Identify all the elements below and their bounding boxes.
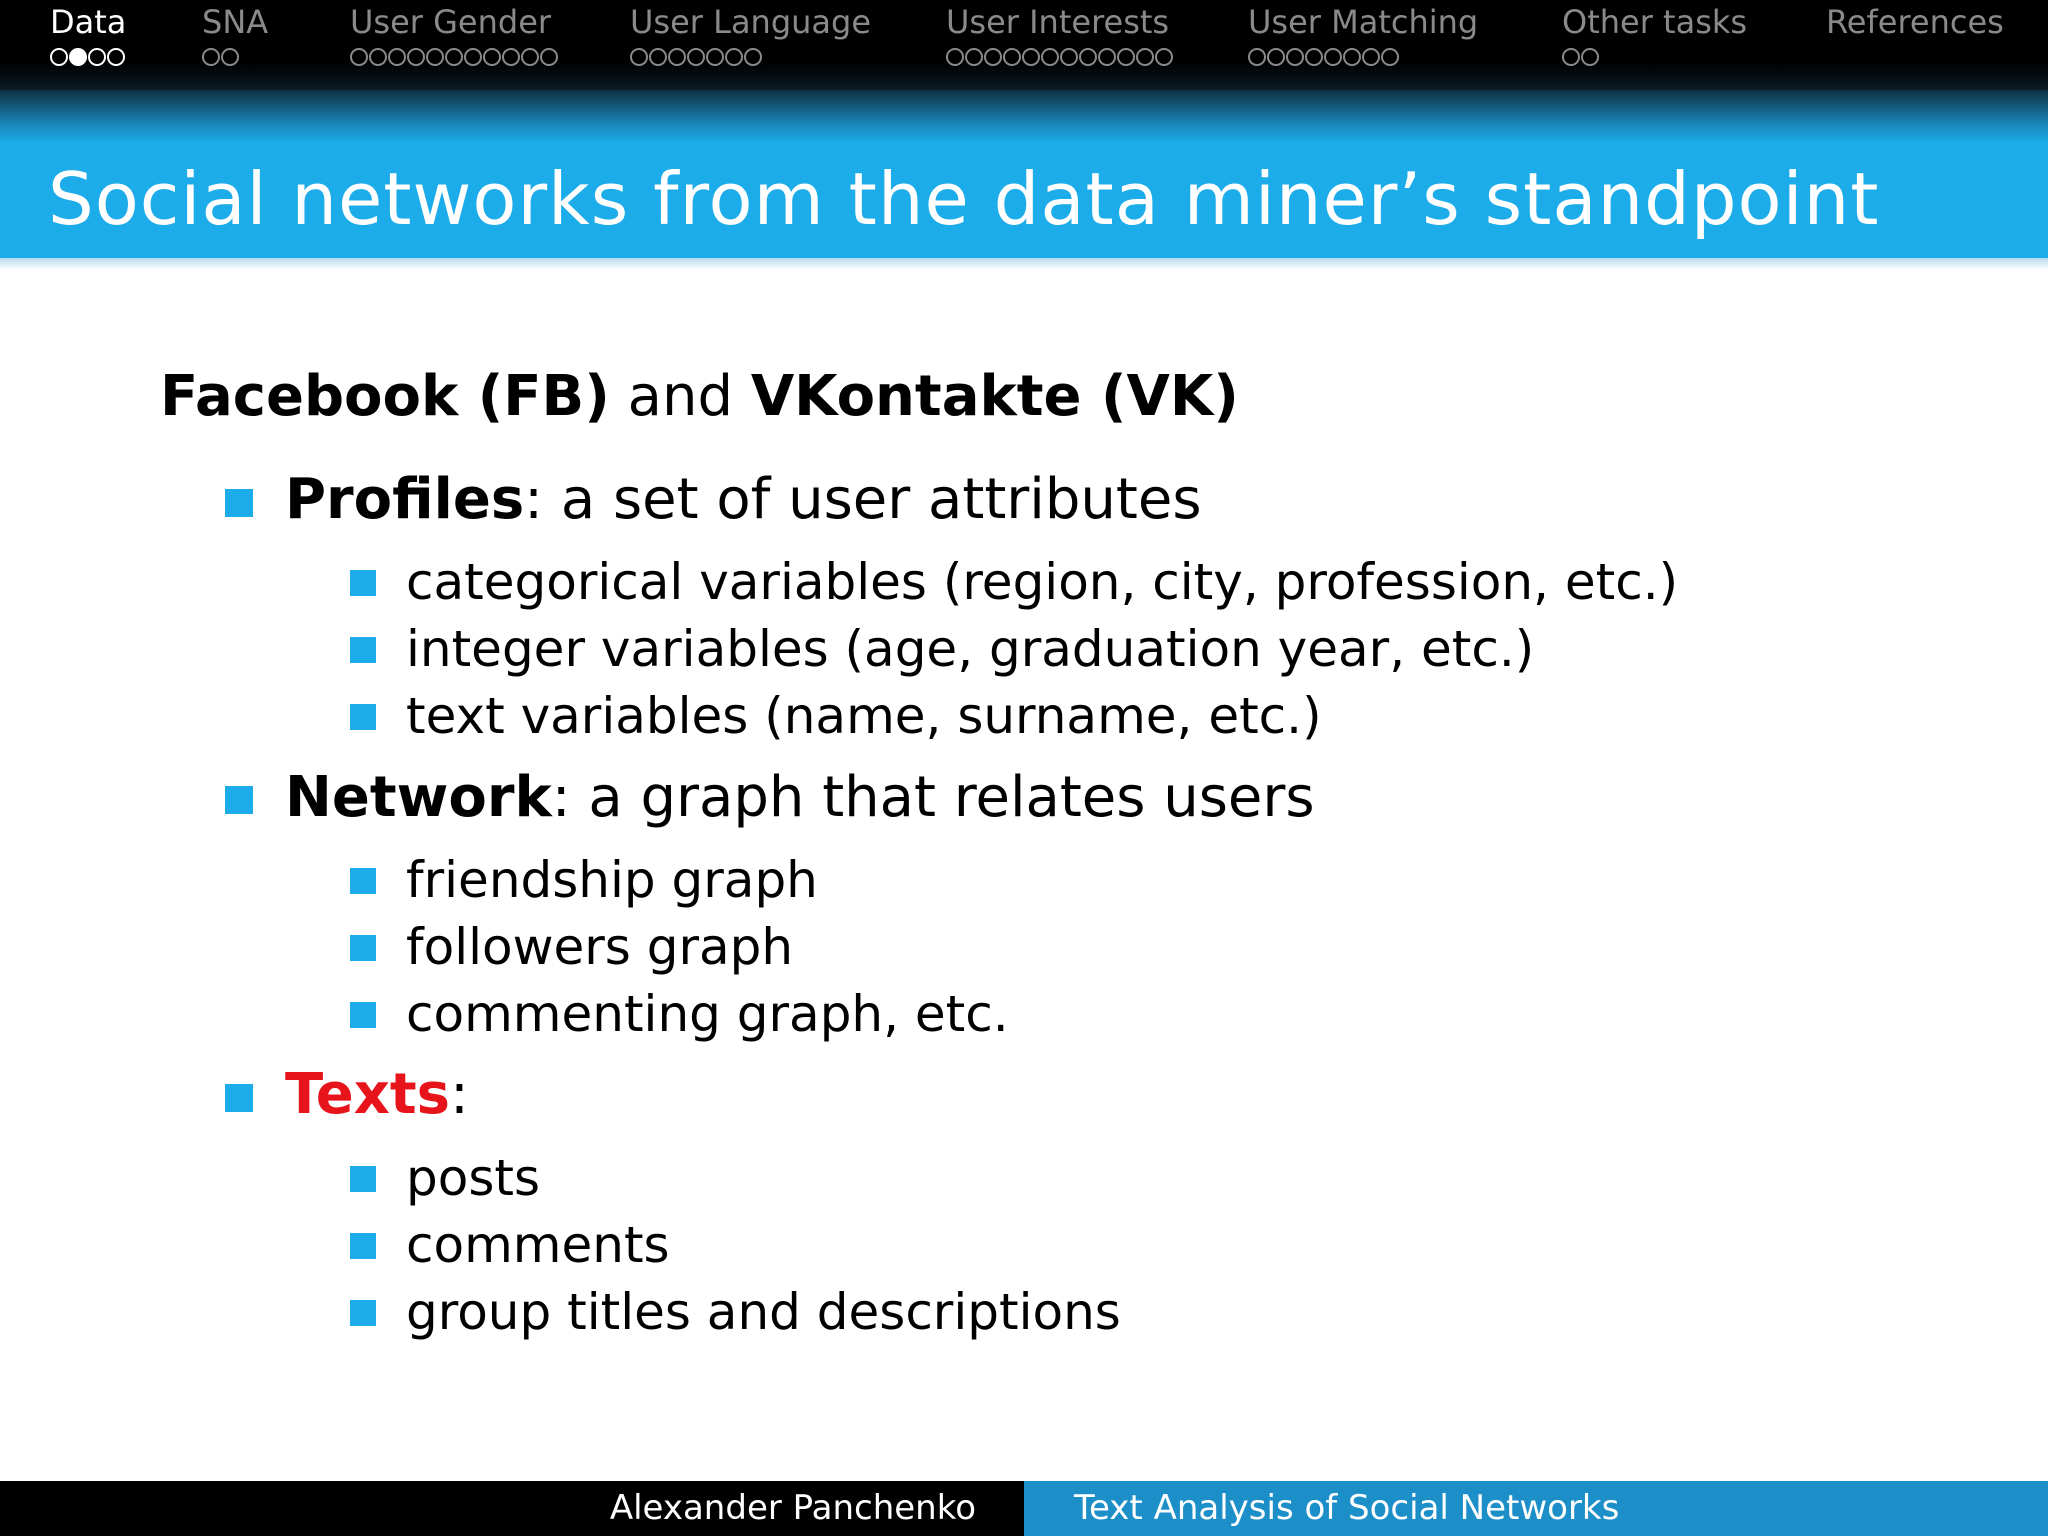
- item-term-highlighted: Texts: [285, 1062, 450, 1127]
- slide-title: Social networks from the data miner’s standpoint: [48, 157, 1880, 241]
- sub-list-item: followers graph: [406, 918, 794, 976]
- slide-heading: [160, 362, 1239, 432]
- list-item-texts: [285, 1060, 469, 1130]
- heading-facebook: Facebook (FB): [160, 364, 610, 429]
- bullet-square: [225, 786, 253, 814]
- sub-list-item: commenting graph, etc.: [406, 985, 1009, 1043]
- bullet-square: [350, 570, 376, 596]
- nav-section-label: Other tasks: [1562, 3, 1748, 41]
- bullet-square: [350, 1166, 376, 1192]
- sub-list-item: posts: [406, 1149, 541, 1207]
- bullet-square: [350, 704, 376, 730]
- bullet-square: [350, 868, 376, 894]
- nav-section-label: SNA: [202, 3, 269, 41]
- item-description: : a graph that relates users: [551, 765, 1315, 830]
- item-description: : a set of user attributes: [524, 467, 1202, 532]
- sub-list-item: categorical variables (region, city, profession, etc.): [406, 553, 1679, 611]
- sub-list-item: integer variables (age, graduation year, etc.): [406, 620, 1535, 678]
- sub-list-item: comments: [406, 1216, 670, 1274]
- nav-section-label: User Interests: [946, 3, 1170, 41]
- bullet-square: [350, 1002, 376, 1028]
- sub-list-item: group titles and descriptions: [406, 1283, 1121, 1341]
- bullet-square: [225, 489, 253, 517]
- nav-section-label: User Matching: [1248, 3, 1479, 41]
- item-description: :: [449, 1062, 469, 1127]
- footer-author: Alexander Panchenko: [0, 1481, 1024, 1536]
- item-term: Network: [285, 765, 552, 830]
- bullet-square: [350, 1300, 376, 1326]
- item-term: Profiles: [285, 467, 525, 532]
- heading-vkontakte: VKontakte (VK): [750, 364, 1239, 429]
- bullet-square: [350, 1233, 376, 1259]
- bullet-square: [225, 1084, 253, 1112]
- nav-section-label: User Language: [630, 3, 872, 41]
- list-item-profiles: [285, 465, 1202, 535]
- heading-connector: and: [627, 364, 734, 429]
- sub-list-item: friendship graph: [406, 851, 818, 909]
- nav-section-label: User Gender: [350, 3, 552, 41]
- slide-footer: [0, 1481, 2048, 1536]
- bullet-square: [350, 637, 376, 663]
- bullet-square: [350, 935, 376, 961]
- list-item-network: [285, 763, 1315, 833]
- nav-section-label: References: [1826, 3, 2004, 41]
- sub-list-item: text variables (name, surname, etc.): [406, 687, 1322, 745]
- footer-talk-title: Text Analysis of Social Networks: [1024, 1481, 2048, 1536]
- nav-section-label: Data: [50, 3, 127, 41]
